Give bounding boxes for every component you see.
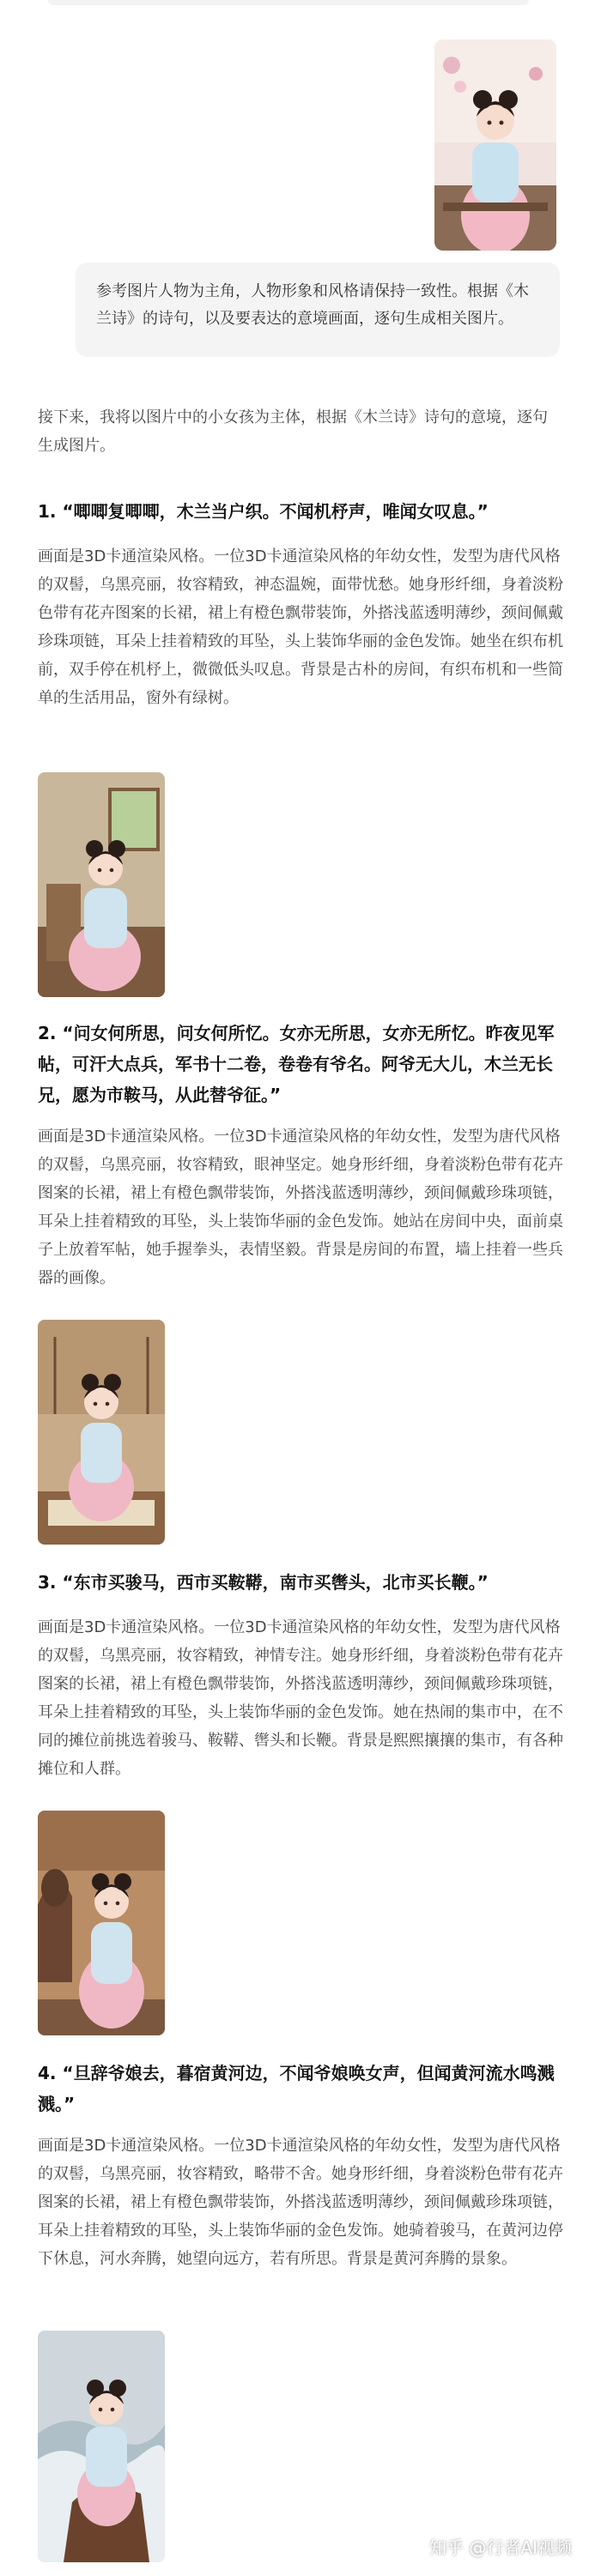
section-1-heading: 1. “唧唧复唧唧，木兰当户织。不闻机杼声，唯闻女叹息。” <box>38 501 489 522</box>
weaving-scene-illustration <box>38 772 165 997</box>
section-1-description: 画面是3D卡通渲染风格。一位3D卡通渲染风格的年幼女性，发型为唐代风格的双髻，乌黑亮丽，妆容精致，神态温婉，面带忧愁。她身形纤细，身着淡粉色带有花卉图案的长裙，裙上有橙色飘带装饰，外搭浅蓝透明薄纱，颈间佩戴珍珠项链，耳朵上挂着精致的耳坠，头上装饰华丽的金色发饰。她坐在织布机前，双手停在机杼上，微微低头叹息。背景是古朴的房间，有织布机和一些简单的生活用品，窗外有绿树。 <box>38 547 563 707</box>
section-3-image[interactable] <box>38 1811 165 2035</box>
section-3-description: 画面是3D卡通渲染风格。一位3D卡通渲染风格的年幼女性，发型为唐代风格的双髻，乌黑亮丽，妆容精致，神情专注。她身形纤细，身着淡粉色带有花卉图案的长裙，裙上有橙色飘带装饰，外搭浅蓝透明薄纱，颈间佩戴珍珠项链，耳朵上挂着精致的耳坠，头上装饰华丽的金色发饰。她在热闹的集市中，在不同的摊位前挑选着骏马、鞍鞯、辔头和长鞭。背景是熙熙攘攘的集市，有各种摊位和人群。 <box>38 1618 563 1778</box>
section-2-image[interactable] <box>38 1320 165 1545</box>
section-4-heading: 4. “旦辞爷娘去，暮宿黄河边，不闻爷娘唤女声，但闻黄河流水鸣溅溅。” <box>38 2063 555 2114</box>
section-4-image[interactable] <box>38 2331 165 2562</box>
reference-image[interactable] <box>434 39 556 251</box>
prompt-message-bubble <box>76 263 560 357</box>
section-3-heading: 3. “东市买骏马，西市买鞍鞯，南市买辔头，北市买长鞭。” <box>38 1572 489 1593</box>
previous-message-edge <box>48 0 529 5</box>
yellow-river-scene-illustration <box>38 2331 165 2562</box>
market-scene-illustration <box>38 1811 165 2035</box>
reply-intro: 接下来，我将以图片中的小女孩为主体，根据《木兰诗》诗句的意境，逐句生成图片。 <box>38 408 548 455</box>
prompt-message-text: 参考图片人物为主角，人物形象和风格请保持一致性。根据《木兰诗》的诗句，以及要表达的意境画面，逐句生成相关图片。 <box>96 282 529 328</box>
reference-image-illustration <box>434 39 556 251</box>
section-1-image[interactable] <box>38 772 165 997</box>
military-notice-scene-illustration <box>38 1320 165 1545</box>
section-4-description: 画面是3D卡通渲染风格。一位3D卡通渲染风格的年幼女性，发型为唐代风格的双髻，乌黑亮丽，妆容精致，略带不舍。她身形纤细，身着淡粉色带有花卉图案的长裙，裙上有橙色飘带装饰，外搭浅蓝透明薄纱，颈间佩戴珍珠项链，耳朵上挂着精致的耳坠，头上装饰华丽的金色发饰。她骑着骏马，在黄河边停下休息，河水奔腾，她望向远方，若有所思。背景是黄河奔腾的景象。 <box>38 2137 563 2268</box>
section-2-description: 画面是3D卡通渲染风格。一位3D卡通渲染风格的年幼女性，发型为唐代风格的双髻，乌黑亮丽，妆容精致，眼神坚定。她身形纤细，身着淡粉色带有花卉图案的长裙，裙上有橙色飘带装饰，外搭浅蓝透明薄纱，颈间佩戴珍珠项链，耳朵上挂着精致的耳坠，头上装饰华丽的金色发饰。她站在房间中央，面前桌子上放着军帖，她手握拳头，表情坚毅。背景是房间的布置，墙上挂着一些兵器的画像。 <box>38 1128 563 1287</box>
section-2-heading: 2. “问女何所思，问女何所忆。女亦无所思，女亦无所忆。昨夜见军帖，可汗大点兵，军书十二卷，卷卷有爷名。阿爷无大儿，木兰无长兄，愿为市鞍马，从此替爷征。” <box>38 1023 555 1105</box>
watermark: 知乎 @行者AI视频 <box>429 2537 572 2558</box>
